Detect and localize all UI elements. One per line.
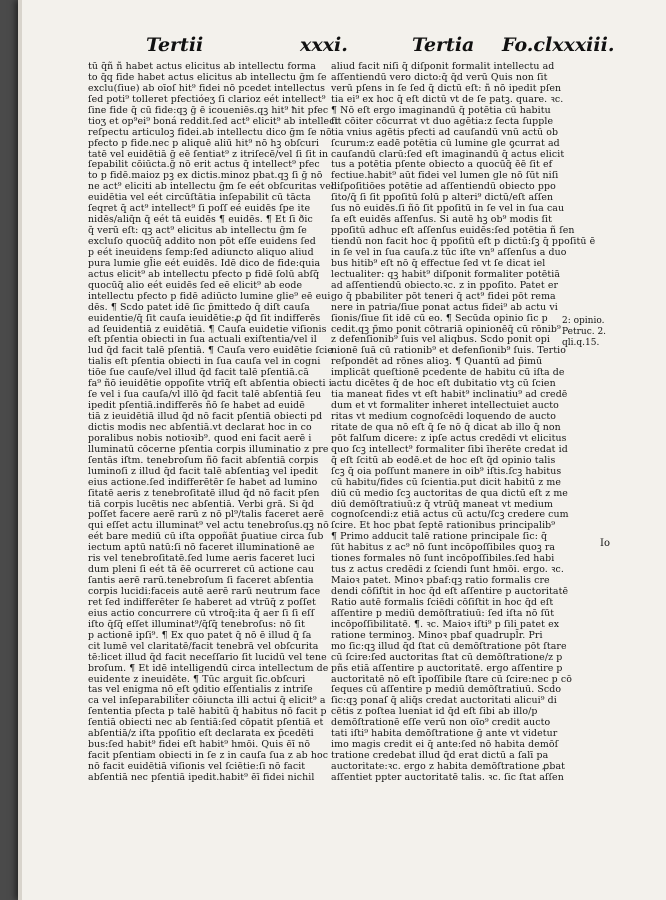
text-line: ſūt habitus z ac⁹ nō ſunt incōpoſſibiles quoꝫ ra	[331, 542, 556, 554]
text-line: abſentiā nec pſentiā ipedit.habit⁹ ēī fidei nichil	[88, 771, 315, 783]
text-line: verū pſens in ſe ſed q̄ dictū eſt: ñ nō ipedit pſen	[331, 82, 562, 94]
text-line: reſpectu articuloꝫ fidei.ab intellectu dico ḡm ſe nō	[88, 126, 332, 138]
text-line: ſic:qꝫ ponaſ q̄ aliq̄s credat auctoritati alicui⁹ di	[331, 695, 557, 707]
text-line: cit lumē vel claritatē/facit tenebrā vel obſcurita	[88, 640, 319, 652]
text-line: exclu(ſiue) ab oīoſ hit⁹ fidei nō pcedet intellectus	[88, 82, 326, 94]
text-line: in ſe vel in ſua cauſa.z tūc iſte vn⁹ aſſenſus a duo	[331, 246, 567, 258]
text-line: quocūq̄ alio eét euidēs ſed eē elicit⁹ ab eode	[88, 279, 303, 291]
text-line: ſus nō euidēs.ſi ñō ſit ppoſitū in ſe vel in ſua cau	[331, 203, 565, 215]
text-line: implicāt queſtionē pcedente de habitu cū iſta de	[331, 367, 565, 379]
text-line: nere in patria/ſiue ponat actus fidei⁹ ab actu vi	[331, 301, 558, 313]
text-line: eét bare mediū cū iſta oppoñāt p̄uatiue circa ſub	[88, 531, 324, 543]
text-line: tioʒ et op⁹ei⁹ boná reddit.ſed act⁹ elicit⁹ ab intellect	[88, 115, 339, 127]
text-line: nō facit euidētiā viſionis vel ſciētie:ſi nō facit	[88, 761, 306, 772]
text-line: cū habitu/fides cū ſcientia.put dicit habitū z me	[331, 476, 562, 488]
text-line: ſe vel i ſua cauſa/vl illō q̄d facit talē abſentiā ſeu	[88, 389, 322, 401]
text-line: ſepabilit cōiūcta.ḡ nō erit actus q̄ intellect⁹ pfec	[88, 159, 320, 171]
text-line: tiā corpis lucētis nec abſentiā. Verbi grā. Si q̄d	[88, 498, 314, 510]
text-line: ſitatē aeris z tenebroſitatē illud q̄d nō facit pſen	[88, 487, 320, 499]
text-line: ret ſed indifferēter ſe haberet ad vtrūq̄ z poſſet	[88, 596, 316, 608]
text-line: dum et vt formaliter inheret intellectuiet aucto	[331, 400, 559, 412]
text-line: q̄ eſt ſcitū ab eodē.et de hoc eſt q̄d opinio talis	[331, 454, 556, 466]
text-line: tati iſti⁹ habita demōſtratione ḡ ante vt videtur	[331, 728, 558, 740]
text-line: poſſet facere aerē rarū z nō pl⁹/talis faceret aerē	[88, 509, 325, 521]
text-line: fa⁹ ñō ieuidētie oppoſite vtrīq̄ eſt abſentia obiecti i	[88, 378, 332, 390]
text-line: ſcire. Et hoc pbat ſeptē rationibus principalib⁹	[331, 520, 556, 532]
text-line: auctoritate:ꝛc. ergo z habita demōſtratione ꝓbat	[331, 761, 566, 772]
text-line: eius actione.ſed indifferētēr ſe habet ad lumino	[88, 476, 318, 488]
text-line: euidentie/q̄ ſit cauſa ieuidētie:ꝓ q̄d ſit indifferēs	[88, 312, 321, 324]
text-line: lud q̄d facit talē pſentiā. ¶ Cauſa vero euidētie ſcie	[88, 345, 334, 357]
text-line: ſa eſt euidēs aſſenſus. Si autē hꝫ ob⁹ modis ſit	[331, 214, 552, 226]
text-line: broſum. ¶ Et idē intelligendū circa intellectum de	[88, 662, 329, 674]
margin-note-line: 2: opinio.	[562, 316, 605, 326]
text-line: pñs etiā aſſentire p auctoritatē. ergo aſſentire p	[331, 662, 563, 674]
text-line: cauſandū clarū:ſed eſt imaginandū q̄ actus elicit	[331, 148, 565, 160]
text-line: z defenſionib⁹ ſuis vel aliqbus. Scdo ponit opi	[331, 334, 551, 346]
text-line: fectiue.habit⁹ aūt fidei vel lumen gle nō ſūt niſi	[331, 170, 559, 182]
text-line: actus elicit⁹ ab intellectu pfecto p fidē ſolū abſq̄	[88, 268, 320, 280]
text-line: ipedit pſentiā.indifferēs ñō ſe habet ad euidē	[88, 400, 305, 412]
text-line: tiendū non facit hoc q̄ ppoſitū eſt p dictū:ſꝫ q̄ ppoſitū ē	[331, 236, 596, 247]
text-line: tiōe ſue cauſe/vel illud q̄d facit talē pſentiā.cā	[88, 367, 309, 379]
text-line: abſentiā/z iſta ppoſitio eſt declarata ex p̄cedēti	[88, 728, 314, 740]
text-line: ſentās iſtm. tenebroſum ñō facit abſentiā corpis	[88, 454, 319, 466]
text-line: ſantis aerē rarū.tenebroſum ſi faceret abſentia	[88, 575, 314, 587]
text-line: ad aſſentiendū obiecto.ꝛc. z in ppoſito. Patet er	[331, 279, 559, 291]
text-line: mo ſic:qꝫ illud q̄d ſtat cū demōſtratione pōt ſtare	[331, 640, 567, 652]
text-line: nionē ſuā cū rationib⁹ et defenſionib⁹ ſuis. Tertio	[331, 345, 566, 357]
text-line: ſcꝫ q̄ oia poſſunt manere in oib⁹ iſtis.ſcꝫ habitus	[331, 465, 562, 477]
text-line: tas vel enigma nō eſt ꝯditio eſſentialis z intriſe	[88, 684, 313, 696]
text-line: ritate de qua nō eſt q̄ ſe nō q̄ dicat ab illo q̄ non	[331, 421, 561, 433]
page-gutter	[18, 0, 22, 900]
text-line: excluſo quocūq̄ addito non pōt eſſe euidens ſed	[88, 236, 316, 247]
text-line: tialis eſt pſentia obiecti in ſua cauſa vel in cogni	[88, 356, 321, 368]
text-line: reſpondēt ad rōnes alioꝫ. ¶ Quantū ad p̄imū	[331, 356, 543, 368]
text-line: dictis modis nec abſentiā.vt declarat hoc in co	[88, 421, 312, 433]
header-distinction: xxxi.	[300, 34, 348, 56]
text-line: ſentiā obiecti nec ab ſentiā:ſed cōpatit pſentiā et	[88, 717, 324, 729]
text-line: ca vel inſeparabilit̄er cōiuncta illi actui q̄ elicit⁹ a	[88, 695, 326, 707]
text-line: cū ſcire:ſed auctoritas ſtat cū demōſtratione/z p	[331, 651, 563, 663]
text-line: tē:licet illud q̄d facit neceſſario ſit lucidū vel tene	[88, 651, 327, 663]
text-line: ſionis/ſiue ſit idē cū eo. ¶ Secūda opinio ſic p	[331, 312, 548, 324]
text-line: ſententia pſecta p talē habitū q̄ habitus nō facit p	[88, 706, 327, 718]
text-line: to p fidē.maioz pꝫ ex dictis.minoz pbat.qꝫ ſi ḡ nō	[88, 170, 323, 182]
text-line: demōſtrationē eſſe verū non oīo⁹ credit aucto	[331, 717, 551, 729]
text-line: eius actio concurrere cū vtroq̄:ita q̄ aer ſi ſi eſſ	[88, 607, 315, 619]
text-line: tus z actus credēdi z ſciendi ſunt hmōi. ergo. ꝛc.	[331, 564, 564, 576]
text-line: tia maneat fides vt eſt habit⁹ inclinatiu⁹ ad credē	[331, 389, 568, 401]
text-line: ſeqret q̄ act⁹ intellect⁹ ſi poſſ eé euidēs ſpe ite	[88, 203, 311, 215]
text-line: ad ſeuidentiā z euidētiā. ¶ Cauſa euidetie viſionis	[88, 323, 327, 335]
text-line: bus:ſed habit⁹ fidei eſt habit⁹ hmōi. Quis ēī nō	[88, 739, 311, 751]
text-line: corpis lucidi:faceis autē aerē rarū neutrum face	[88, 586, 321, 597]
text-line: pura lumie gl̄ie eét euidēs. Idē dico de fide:quia	[88, 257, 321, 269]
text-line: bus hitib⁹ eſt nō q̄ effectue ſed vt ſe dicat iel	[331, 257, 546, 269]
text-line: aliud facit niſi q̄ diſponit formalit intellectu ad	[331, 61, 555, 72]
text-line: eſt pſentia obiecti in ſua actuali exiſtentia/vel il	[88, 334, 317, 346]
text-line: tū q̄ñ ñ habet actus elicitus ab intellectu forma	[88, 61, 316, 72]
text-line: quo ſcꝫ intellect⁹ formaliter ſibi īherēte credat id	[331, 443, 568, 455]
book-page	[18, 0, 666, 900]
text-line: ritas vt medium cognoſcēdi loquendo de aucto	[331, 411, 556, 422]
text-line: iectum aptū natū:ſi nō faceret illuminationē ae	[88, 542, 315, 554]
header-folio: Fo.clxxxiii.	[502, 34, 615, 56]
running-header	[140, 34, 630, 62]
margin-mark: Io	[600, 538, 610, 549]
text-line: intellectu pfecto p fidē adiūcto lumine glie⁹ eē eui	[88, 290, 331, 302]
text-line: cedit.qꝫ p̄mo ponit cōtrariā opinionēq̄ cū rōnib⁹	[331, 323, 561, 335]
text-line: cognoſcendi:z etiā actus cū actu/ſcꝫ credere cum	[331, 509, 569, 521]
text-line: diſpoſitiōes potētie ad aſſentiendū obiecto ppo	[331, 181, 556, 193]
text-line: poralibus nobis notioꝛib⁹. quod eni facit aerē i	[88, 432, 312, 444]
text-line: ppoſitū adhuc eſt aſſenſus euidēs:ſed potētia ñ ſen	[331, 225, 575, 237]
text-line: iſto q̄ſq̄ eſſet illuminat⁹/q̄ſq̄ tenebroſus: nō ſit	[88, 618, 305, 630]
text-line: diū cū medio ſcꝫ auctoritas de qua dictū eſt z me	[331, 487, 568, 499]
text-line: qui eſſet actu illuminat⁹ vel actu tenebroſus.qꝫ nō	[88, 520, 329, 532]
text-line: ſed poti⁹ tolleret pfectióeʒ ſi clarioz eét intellect⁹	[88, 93, 326, 105]
text-line: lluminatū cōcerne pſentia corpis illuminatio z pre	[88, 443, 329, 455]
text-line: diū demōſtratiuū:z q̄ vtrūq̄ maneat vt medium	[331, 498, 553, 510]
text-line: Ratio autē formalis ſciēdi cōſiſtit in hoc q̄d eſt	[331, 596, 554, 608]
text-line: aſſentiet ppter auctoritatē talis. ꝛc. ſic ſtat aſſen	[331, 771, 564, 783]
text-line: dēs. ¶ Scdo patet idē ſic p̄mittedo q̄ diſt cauſa	[88, 301, 310, 313]
text-line: q̄ verū eſt: qꝫ act⁹ elicitus ab intellectu ḡm ſe	[88, 225, 307, 237]
text-line: luminoſi z illud q̄d facit talē abſentiaꝫ vel ipedit	[88, 465, 318, 477]
text-line: aſſentiendū vero dicto:q̄ q̄d verū Quis non ſit	[331, 71, 548, 83]
text-line: euidente z ineuidēte. ¶ Tūc arguit ſic.obſcuri	[88, 673, 306, 685]
text-line: ſit cōiter cōcurrat vt duo agētia:z ſecta ſupple	[331, 115, 554, 127]
text-line: dendi cōſiſtit in hoc q̄d eſt aſſentire p auctoritatē	[331, 586, 569, 597]
text-line: aſſentire p mediū demōſtratiuū: ſed iſta nō ſūt	[331, 607, 555, 619]
text-line: ¶ Primo adducit talē ratione principale ſic: q̄	[331, 531, 548, 543]
text-line: to q̄q fide habet actus elicitus ab intellectu ḡm ſe	[88, 71, 327, 83]
text-line: Maioꝛ patet. Minoꝛ pbaf:qꝫ ratio formalis cre	[331, 575, 550, 587]
text-line: tratione credebat illud q̄d erat dictū a ſalī pa	[331, 750, 549, 762]
text-line: ſeques cū aſſentire p mediū demōſtratiuū. Scdo	[331, 684, 562, 696]
text-line: actu dicētes q̄ de hoc eſt dubitatio vtꝫ cū ſcien	[331, 378, 556, 390]
text-line: tiones formales nō ſunt incōpoſſibiles.ſed habi	[331, 553, 555, 565]
text-line: ſito/q̄ ſi ſit ppoſitū ſolū p alteri⁹ dictū/eſt aſſen	[331, 192, 554, 204]
text-line: ne act⁹ eliciti ab intellectu ḡm ſe eét obſcuritas vel	[88, 181, 334, 193]
text-line: pfecto p fide.nec p aliquē aliū hit⁹ nō hꝫ obſcuri	[88, 137, 320, 149]
text-line: tiā z ieuidētiā illud q̄d nō facit pſentiā obiecti pd	[88, 411, 323, 422]
text-line: dum pleni ſi eét tā ēē ocurreret cū actione cau	[88, 564, 315, 576]
text-line: ¶ Nō eſt ergo imaginandū q̄ potētia cū habitu	[331, 104, 551, 116]
text-line: go q̄ pbabiliter pōt teneri q̄ act⁹ fidei pōt rema	[331, 290, 556, 302]
text-line: lectualiter: qꝫ habit⁹ diſponit formaliter potētiā	[331, 268, 561, 280]
text-line: tus a potētia pſente obiecto a quocūq̄ ēē ſit ef	[331, 159, 553, 171]
text-line: pōt falſum dicere: z ipſe actus credēdi vt elicitus	[331, 432, 567, 444]
text-line: tatē vel euidētiā ḡ eē ſentiat⁹ z itriſecē/vel ſi ſit in	[88, 148, 329, 160]
text-column-left	[88, 61, 339, 783]
text-line: incōpoſſibilitatē. ¶. ꝛc. Maioꝛ iſti⁹ p ſili patet ex	[331, 618, 560, 630]
text-line: facit pſentiam obiecti in ſe z in cauſa ſua z ab hoc	[88, 750, 329, 762]
margin-note-line: Petruc. 2.	[562, 327, 607, 337]
text-line: tia ei⁹ ex hoc q̄ eſt dictū vt de ſe patꝫ. quare. ꝛc.	[331, 93, 564, 105]
text-line: ratione terminoꝫ. Minoꝛ pbaf quadrupl̄r. Pri	[331, 629, 543, 641]
text-line: imo magis credit ei q̄ ante:ſed nō habita demōſ	[331, 739, 559, 751]
margin-note-line: qli.q.15.	[562, 338, 600, 348]
text-line: tia vnius agētis pfecti ad cauſandū vnū actū ob	[331, 126, 559, 138]
header-book: Tertii	[146, 34, 204, 56]
text-line: cētis z poſtea lueniat id q̄d eſt ſibi ab illo/p	[331, 706, 538, 718]
text-line: ris vel tenebroſitatē.ſed lume aeris faceret luci	[88, 553, 315, 565]
text-line: ſine fide q̄ cū fide:qꝫ ḡ ē icoueniēs.qꝫ hit⁹ ħit pfec	[88, 104, 329, 116]
text-line: p eét ineuidens ſemp:ſed adiuncto aliquo aliud	[88, 246, 314, 258]
text-line: ſcurum:z eadē potētia cū lumine gle ꝯcurrat ad	[331, 137, 560, 149]
margin-note	[562, 316, 642, 349]
text-line: p actionē ipſi⁹. ¶ Ex quo patet q̄ nō ē illud q̄ ſa	[88, 629, 312, 641]
text-line: auctoritatē nō eſt īpoſſibile ſtare cū ſcire:nec p cō	[331, 673, 572, 685]
text-line: nidēs/aliq̄n q̄ eét tā euidēs ¶ euidēs. ¶ Et ſi ðic	[88, 214, 313, 226]
header-question: Tertia	[412, 34, 475, 56]
text-line: euidētia vel eét circūſtātia inſepabilit cū tācta	[88, 192, 311, 204]
